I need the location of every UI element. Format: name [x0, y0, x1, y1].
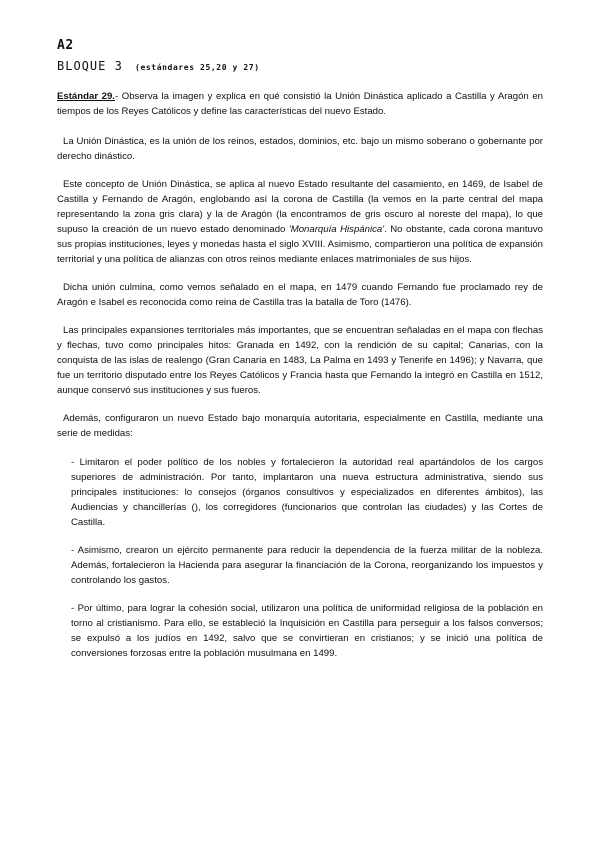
block-heading [57, 59, 260, 73]
list-item: - Por último, para lograr la cohesión social, utilizaron una política de uniformidad religiosa de la población en torno al cristianismo. Para ello, se estableció la Inquisición en Castilla para perseguir a los falsos conversos; se expulsó a los judíos en 1492, salvo que se convirtieran en cristianos; y se inició una política de conversiones forzosas entre la población musulmana en 1499. [71, 603, 543, 659]
standard-prompt: - Observa la imagen y explica en qué consistió la Unión Dinástica aplicado a Castilla y Aragón en tiempos de los Reyes Católicos y define las características del nuevo Estado. [57, 91, 543, 117]
block-title: BLOQUE 3 [57, 59, 123, 73]
list-item: - Limitaron el poder político de los nobles y fortalecieron la autoridad real apartándolos de los cargos superiores de administración. Por tanto, implantaron una nueva estructura administrativa, siendo sus principales instituciones: lo consejos (órganos consultivos y especializados en diferentes ámbitos), las Audiencias y chancillerías (), los corregidores (funcionarios que controlan las ciudades) y las Cortes de Castilla. [71, 457, 543, 528]
paragraph-measures-intro: Además, configuraron un nuevo Estado bajo monarquía autoritaria, especialmente en Castilla, mediante una serie de medidas: [57, 413, 543, 439]
paragraph-definition: La Unión Dinástica, es la unión de los reinos, estados, dominios, etc. bajo un mismo soberano o gobernante por derecho dinástico. [57, 136, 543, 162]
standards-reference: (estándares 25,20 y 27) [135, 63, 260, 72]
document-body [57, 89, 543, 674]
standard-statement [57, 89, 543, 119]
paragraph-concept [57, 177, 543, 267]
paragraph-concept-emphasis: 'Monarquía Hispánica' [288, 224, 385, 235]
paragraph-concept-text-1: Este concepto de Unión Dinástica, se aplica al nuevo Estado resultante del casamiento, en 1469, de Isabel de Castilla y Fernando de Aragón, englobando así la corona de Castilla (la vemos en la parte central del mapa representando la zona gris clara) y la de Aragón (la encontramos de gris oscuro al noreste del mapa), lo que supuso la creación de un nuevo estado denominado [57, 179, 543, 235]
paragraph-expansion: Las principales expansiones territoriales más importantes, que se encuentran señaladas en el mapa con flechas y flechas, tuvo como principales hitos: Granada en 1492, con la rendición de su capital; Canarias, con la conquista de las islas de realengo (Gran Canaria en 1483, La Palma en 1493 y Tenerife en 1496); y Navarra, que fue un territorio disputado entre los Reyes Católicos y Francia hasta que Fernando la integró en Castilla en 1512, aunque conservó sus instituciones y sus fueros. [57, 325, 543, 396]
paragraph-concept-text-2: . No obstante, cada corona mantuvo sus propias instituciones, leyes y monedas hasta el siglo XVIII. Asimismo, compartieron una política de expansión territorial y una política de alianzas con otros reinos mediante enlaces matrimoniales de sus hijos. [57, 224, 543, 265]
activity-code: A2 [57, 38, 74, 53]
standard-label: Estándar 29. [57, 91, 115, 102]
list-item: - Asimismo, crearon un ejército permanente para reducir la dependencia de la fuerza militar de la nobleza. Además, fortalecieron la Hacienda para asegurar la financiación de la Corona, reorganizando los impuestos y controlando los gastos. [71, 545, 543, 586]
measures-list [57, 455, 543, 661]
paragraph-culmination: Dicha unión culmina, como vemos señalado en el mapa, en 1479 cuando Fernando fue proclamado rey de Aragón e Isabel es reconocida como reina de Castilla tras la batalla de Toro (1476). [57, 282, 543, 308]
